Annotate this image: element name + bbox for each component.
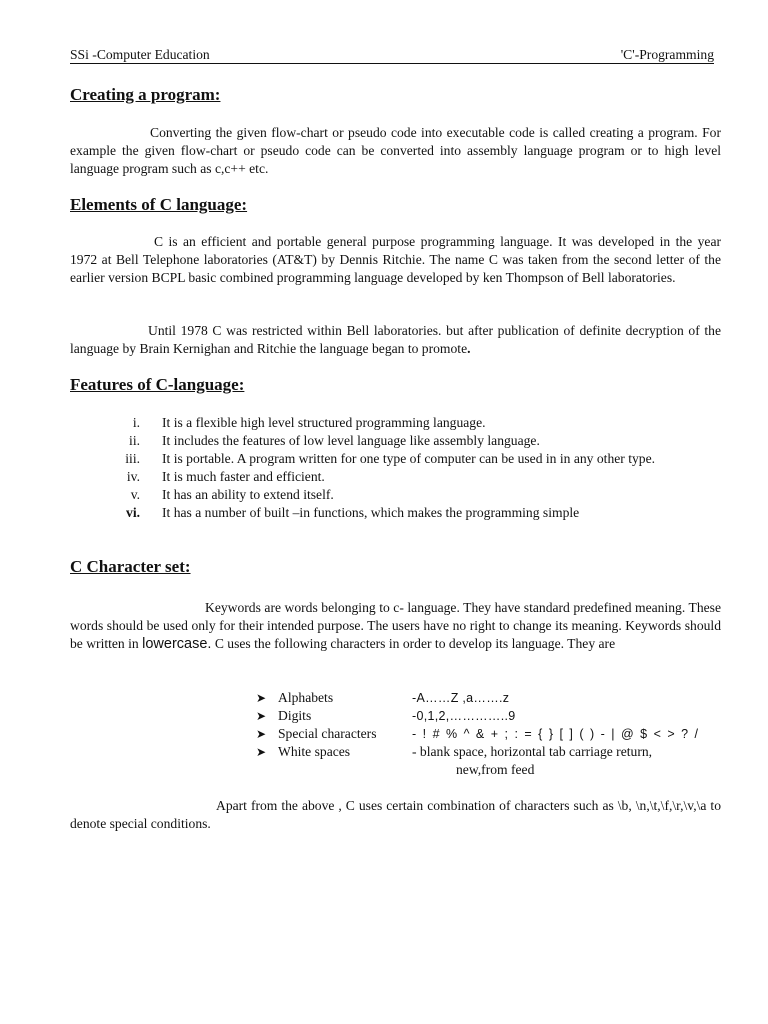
charset-label: Special characters bbox=[278, 726, 377, 741]
features-list bbox=[70, 414, 722, 522]
list-item-number: iv. bbox=[126, 469, 140, 484]
charset-value: - blank space, horizontal tab carriage return, bbox=[412, 744, 653, 759]
header-right-text: 'C'-Programming bbox=[620, 47, 714, 62]
creating-program-text: Converting the given flow-chart or pseudo code into executable code is called creating a program. For example the given flow-chart or pseudo code can be converted into assembly language program or to high level language program such as c,c++ etc. bbox=[70, 125, 721, 176]
arrow-bullet-icon: ➤ bbox=[256, 691, 267, 705]
heading-creating-program: Creating a program: bbox=[70, 85, 221, 104]
list-item bbox=[70, 414, 722, 432]
escape-sequences-text: Apart from the above , C uses certain combination of characters such as \b, \n,\t,\f,\r,\v,\a to denote special conditions. bbox=[70, 798, 721, 831]
charset-row-digits bbox=[256, 707, 716, 725]
list-item bbox=[70, 486, 722, 504]
elements-para2-end: . bbox=[467, 341, 471, 356]
list-item-number: ii. bbox=[129, 433, 140, 448]
list-item-text: It is a flexible high level structured programming language. bbox=[162, 415, 486, 430]
list-item bbox=[70, 468, 722, 486]
paragraph-elements-1 bbox=[70, 233, 721, 287]
list-item-number: iii. bbox=[125, 451, 140, 466]
list-item-number: vi. bbox=[126, 505, 140, 520]
charset-row-alphabets bbox=[256, 689, 716, 707]
keywords-lowercase: lowercase. bbox=[142, 636, 212, 652]
heading-features: Features of C-language: bbox=[70, 375, 245, 394]
charset-value-continued: new,from feed bbox=[456, 762, 535, 777]
elements-para1-text: C is an efficient and portable general purpose programming language. It was developed in the year 1972 at Bell Telephone laboratories (AT&T) by Dennis Ritchie. The name C was taken from the second letter of the earlier version BCPL basic combined programming language developed by ken Thompson of Bell laboratories. bbox=[70, 234, 721, 285]
paragraph-creating-program bbox=[70, 124, 721, 178]
paragraph-elements-2 bbox=[70, 322, 721, 358]
list-item-text: It has an ability to extend itself. bbox=[162, 487, 334, 502]
arrow-bullet-icon: ➤ bbox=[256, 727, 267, 741]
list-item-text: It has a number of built –in functions, which makes the programming simple bbox=[162, 505, 580, 520]
charset-row-special bbox=[256, 725, 716, 743]
heading-character-set: C Character set: bbox=[70, 557, 191, 576]
page-header bbox=[70, 45, 714, 64]
charset-label: White spaces bbox=[278, 744, 351, 759]
charset-value: - ! # % ^ & + ; : = { } [ ] ( ) - | @ $ < > ? / bbox=[412, 727, 699, 741]
list-item-text: It includes the features of low level language like assembly language. bbox=[162, 433, 540, 448]
paragraph-escape-sequences bbox=[70, 797, 721, 833]
arrow-bullet-icon: ➤ bbox=[256, 745, 267, 759]
list-item bbox=[70, 450, 722, 468]
charset-value: -0,1,2,…………..9 bbox=[412, 709, 516, 723]
charset-row-whitespace bbox=[256, 743, 716, 779]
character-set-list bbox=[256, 689, 716, 779]
elements-para2-text: Until 1978 C was restricted within Bell laboratories. but after publication of definite decryption of the language by Brain Kernighan and Ritchie the language began to promote bbox=[70, 323, 721, 356]
list-item-number: i. bbox=[132, 415, 140, 430]
paragraph-keywords bbox=[70, 599, 721, 653]
charset-label: Alphabets bbox=[278, 690, 334, 705]
arrow-bullet-icon: ➤ bbox=[256, 709, 267, 723]
list-item-number: v. bbox=[130, 487, 140, 502]
list-item bbox=[70, 504, 722, 522]
list-item-text: It is portable. A program written for one type of computer can be used in in any other type. bbox=[162, 451, 656, 466]
header-left-text: SSi -Computer Education bbox=[70, 47, 210, 62]
charset-value: -A……Z ,a…….z bbox=[412, 691, 510, 705]
keywords-text-b: C uses the following characters in order to develop its language. They are bbox=[214, 636, 616, 651]
list-item bbox=[70, 432, 722, 450]
heading-elements-of-c: Elements of C language: bbox=[70, 195, 248, 214]
charset-label: Digits bbox=[278, 708, 312, 723]
list-item-text: It is much faster and efficient. bbox=[162, 469, 325, 484]
keywords-text-a: Keywords are words belonging to c- language. They have standard predefined meaning. These words should be used only for their intended purpose. The users have no right to change its meaning. Keywords should be written in bbox=[70, 600, 721, 651]
